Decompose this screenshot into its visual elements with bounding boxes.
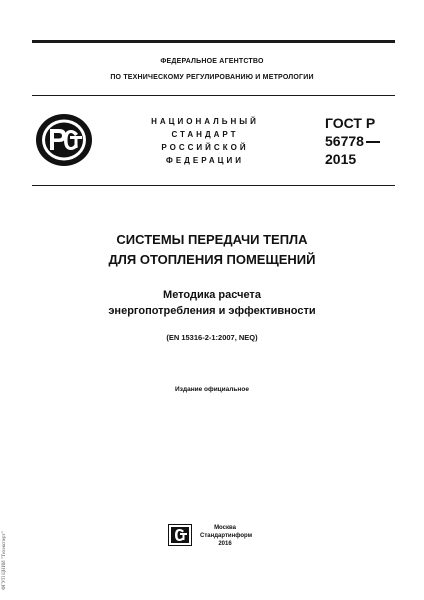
gost-number: 56778 bbox=[325, 133, 364, 149]
standard-type-label bbox=[130, 115, 280, 167]
middle-rule bbox=[32, 95, 395, 96]
side-stamp bbox=[2, 520, 10, 590]
title-line: СИСТЕМЫ ПЕРЕДАЧИ ТЕПЛА bbox=[116, 232, 308, 247]
agency-name-line1: ФЕДЕРАЛЬНОЕ АГЕНТСТВО bbox=[160, 58, 264, 65]
gost-year: 2015 bbox=[325, 151, 357, 167]
document-subtitle bbox=[0, 287, 424, 319]
standard-type-line: ФЕДЕРАЦИИ bbox=[166, 156, 244, 165]
gost-dash bbox=[366, 141, 380, 143]
document-title bbox=[0, 230, 424, 270]
gost-prefix: ГОСТ Р bbox=[325, 115, 376, 131]
gost-number-row bbox=[325, 132, 380, 150]
rst-certification-logo-icon bbox=[34, 112, 94, 168]
title-line: ДЛЯ ОТОПЛЕНИЯ ПОМЕЩЕНИЙ bbox=[108, 252, 316, 267]
side-stamp-text: ФГУП ЦНИИ "Техэксперт" bbox=[2, 531, 7, 590]
top-rule bbox=[32, 40, 395, 43]
edition-label: Издание официальное bbox=[175, 386, 249, 393]
european-standard-reference: (EN 15316-2-1:2007, NEQ) bbox=[166, 333, 258, 342]
agency-name-line2: ПО ТЕХНИЧЕСКОМУ РЕГУЛИРОВАНИЮ И МЕТРОЛОГИИ bbox=[110, 74, 314, 81]
standard-type-line: РОССИЙСКОЙ bbox=[161, 143, 249, 152]
standard-type-line: НАЦИОНАЛЬНЫЙ bbox=[151, 117, 259, 126]
gost-designation bbox=[325, 114, 380, 168]
subtitle-line: Методика расчета bbox=[163, 289, 261, 301]
publisher-block bbox=[200, 524, 253, 548]
standard-type-line: СТАНДАРТ bbox=[171, 130, 239, 139]
subtitle-line: энергопотребления и эффективности bbox=[108, 305, 316, 317]
publisher-year: 2016 bbox=[218, 541, 232, 547]
standartinform-logo-icon bbox=[168, 524, 192, 546]
publisher-city: Москва bbox=[214, 525, 236, 531]
bottom-rule bbox=[32, 185, 395, 186]
publisher-name: Стандартинформ bbox=[200, 533, 253, 539]
